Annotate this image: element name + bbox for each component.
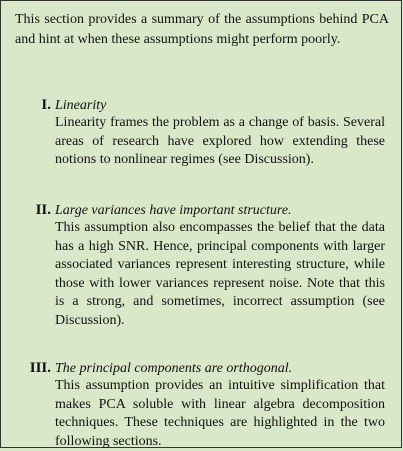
item-heading: Linearity xyxy=(55,98,107,113)
item-heading: Large variances have important structure. xyxy=(55,203,292,218)
item-body: This assumption provides an intuitive simplification that makes PCA soluble with linear algebra decomposition techniques. These techniques are highlighted in the two following sections. xyxy=(55,378,385,449)
item-body: This assumption also encompasses the belief that the data has a high SNR. Hence, principal components with larger associated variances represent interesting structure, while those with lower variances represent noise. Note that this is a strong, and sometimes, incorrect assumption (see Discussion). xyxy=(55,220,385,328)
item-number: III. xyxy=(29,360,51,376)
item-body: Linearity frames the problem as a change of basis. Several areas of research have explored how extending these notions to nonlinear regimes (see Discussion). xyxy=(55,115,385,167)
item-number: I. xyxy=(41,97,51,113)
item-number: II. xyxy=(35,202,51,218)
item-heading: The principal components are orthogonal. xyxy=(55,361,293,376)
intro-paragraph: This section provides a summary of the assumptions behind PCA and hint at when these assumptions might perform poorly. xyxy=(15,12,389,47)
